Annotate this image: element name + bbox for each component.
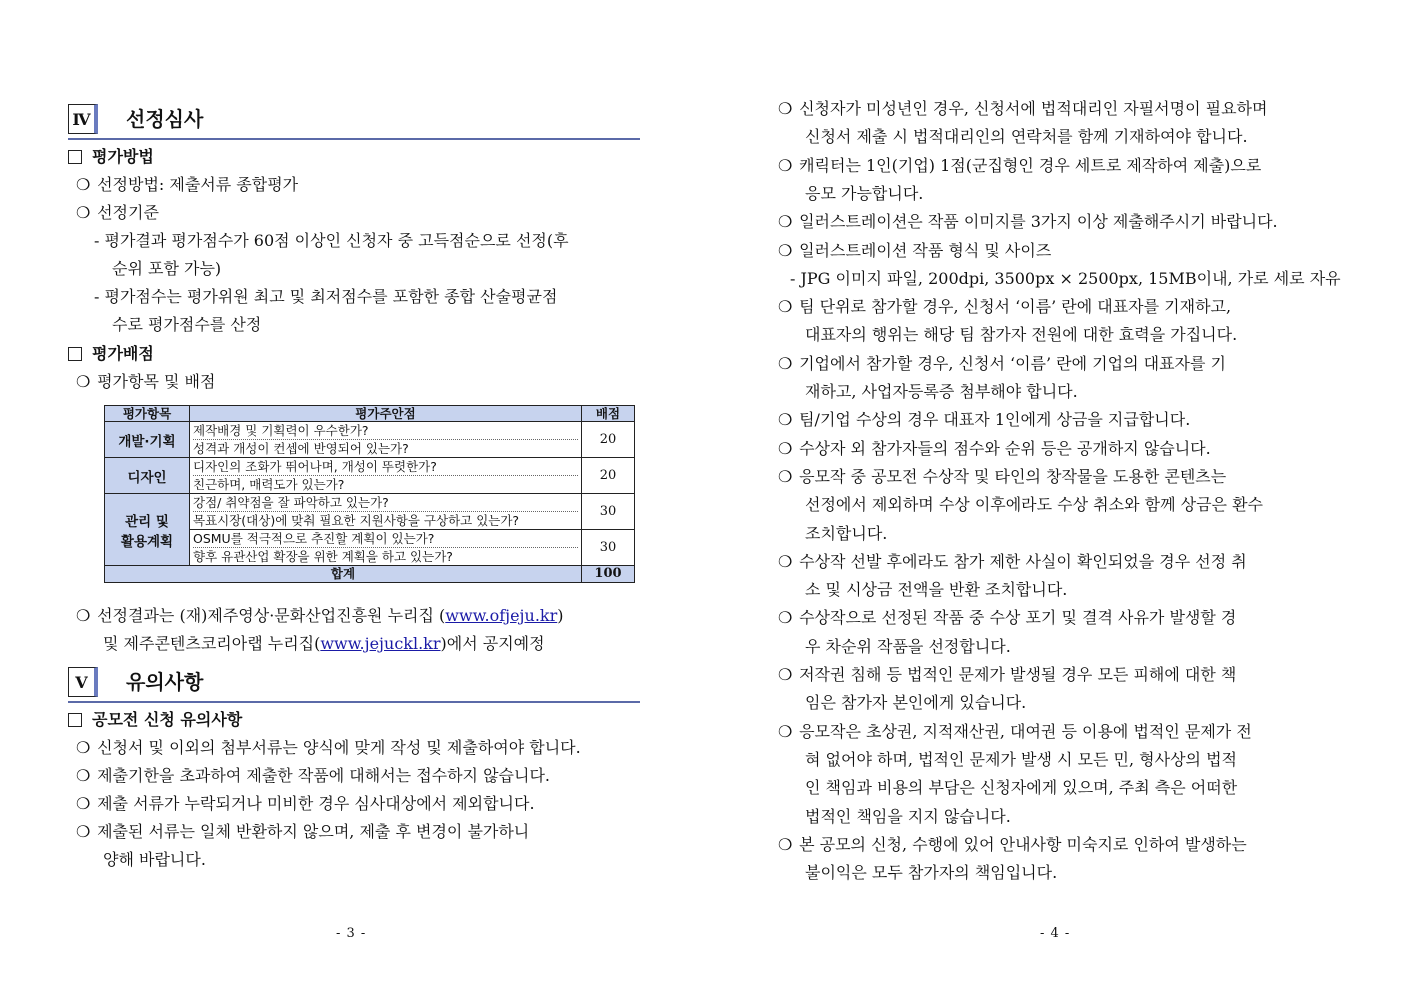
list-item-continuation: 혀 없어야 하며, 법적인 문제가 발생 시 모든 민, 형사상의 법적	[805, 749, 1237, 769]
page-number: - 4 -	[1040, 926, 1071, 941]
list-item-continuation: 신청서 제출 시 법적대리인의 연락처를 함께 기재하여야 합니다.	[805, 127, 1248, 147]
dash-item-continuation: 수로 평가점수를 산정	[112, 315, 262, 334]
dash-item: - JPG 이미지 파일, 200dpi, 3500px × 2500px, 15MB이내, 가로 세로 자유	[790, 268, 1341, 288]
circle-bullet-icon: ❍	[778, 353, 793, 373]
circle-bullet-icon: ❍	[778, 834, 793, 854]
dash-item: - 평가점수는 평가위원 최고 및 최저점수를 포함한 종합 산술평균점	[94, 287, 558, 306]
section-number-badge: Ⅳ	[68, 104, 98, 134]
section-title: 선정심사	[126, 107, 204, 131]
list-item: ❍ 제출 서류가 누락되거나 미비한 경우 심사대상에서 제외합니다.	[76, 790, 535, 818]
list-item-continuation: 인 책임과 비용의 부담은 신청자에게 있으며, 주최 측은 어떠한	[805, 778, 1238, 798]
list-item: ❍ 선정방법: 제출서류 종합평가	[76, 171, 298, 199]
table-total-label: 합계	[105, 566, 582, 583]
table-row	[105, 494, 635, 530]
list-item: ❍ 팀/기업 수상의 경우 대표자 1인에게 상금을 지급합니다.	[778, 406, 1190, 434]
table-category-cell: 관리 및 활용계획	[105, 494, 190, 566]
table-category-cell: 디자인	[105, 458, 190, 494]
left-page	[0, 0, 700, 992]
dash-item: - 평가결과 평가점수가 60점 이상인 신청자 중 고득점순으로 선정(후	[94, 231, 569, 250]
circle-bullet-icon: ❍	[778, 297, 793, 317]
subheading-eval-method: 평가방법	[68, 143, 154, 171]
list-item-continuation: 대표자의 행위는 해당 팀 참가자 전원에 대한 효력을 가집니다.	[805, 325, 1238, 345]
ofjeju-link[interactable]: www.ofjeju.kr	[445, 606, 558, 625]
circle-bullet-icon: ❍	[778, 155, 793, 175]
list-item: ❍ 수상작으로 선정된 작품 중 수상 포기 및 결격 사유가 발생할 경	[778, 604, 1236, 632]
circle-bullet-icon: ❍	[778, 665, 793, 684]
list-item: ❍ 신청자가 미성년인 경우, 신청서에 법적대리인 자필서명이 필요하며	[778, 95, 1267, 123]
circle-bullet-icon: ❍	[76, 372, 91, 391]
table-header: 배점	[582, 406, 635, 422]
circle-bullet-icon: ❍	[76, 606, 91, 625]
table-score-cell: 30	[582, 530, 635, 566]
subheading-eval-points: 평가배점	[68, 340, 154, 368]
list-item: ❍ 팀 단위로 참가할 경우, 신청서 ‘이름’ 란에 대표자를 기재하고,	[778, 293, 1231, 321]
list-item-continuation: 법적인 책임을 지지 않습니다.	[805, 806, 1011, 826]
list-item: ❍ 수상작 선발 후에라도 참가 제한 사실이 확인되었을 경우 선정 취	[778, 548, 1247, 576]
list-item-continuation: 양해 바랍니다.	[103, 850, 206, 869]
circle-bullet-icon: ❍	[778, 99, 793, 118]
circle-bullet-icon: ❍	[778, 438, 793, 458]
circle-bullet-icon: ❍	[778, 410, 793, 430]
table-criteria-cell: OSMU를 적극적으로 추진할 계획이 있는가? 향후 유관산업 확장을 위한 계획을 하고 있는가?	[190, 530, 582, 566]
list-item-continuation: 우 차순위 작품을 선정합니다.	[805, 636, 1011, 656]
list-item-continuation: 및 제주콘텐츠코리아랩 누리집(www.jejuckl.kr)에서 공지예정	[103, 634, 545, 653]
list-item-continuation: 재하고, 사업자등록증 첨부해야 합니다.	[805, 382, 1078, 401]
table-criteria-cell: 강점/ 취약점을 잘 파악하고 있는가? 목표시장(대상)에 맞춰 필요한 지원사항을 구상하고 있는가?	[190, 494, 582, 530]
list-item: ❍ 신청서 및 이외의 첨부서류는 양식에 맞게 작성 및 제출하여야 합니다.	[76, 734, 581, 762]
square-outline-icon	[68, 150, 82, 164]
list-item: ❍ 저작권 침해 등 법적인 문제가 발생될 경우 모든 피해에 대한 책	[778, 661, 1236, 689]
right-page	[700, 0, 1403, 992]
list-item-continuation: 임은 참가자 본인에게 있습니다.	[805, 693, 1027, 713]
circle-bullet-icon: ❍	[778, 721, 793, 741]
table-total-value: 100	[582, 566, 635, 583]
table-total-row	[105, 566, 635, 583]
list-item: ❍ 일러스트레이션은 작품 이미지를 3가지 이상 제출해주시기 바랍니다.	[778, 208, 1278, 236]
table-row	[105, 422, 635, 458]
section-number-badge: Ⅴ	[68, 667, 98, 697]
table-header-row	[105, 406, 635, 422]
list-item: ❍ 응모작 중 공모전 수상작 및 타인의 창작물을 도용한 콘텐츠는	[778, 463, 1226, 491]
circle-bullet-icon: ❍	[778, 212, 793, 232]
list-item: ❍ 기업에서 참가할 경우, 신청서 ‘이름’ 란에 기업의 대표자를 기	[778, 350, 1226, 378]
square-outline-icon	[68, 713, 82, 727]
list-item-continuation: 응모 가능합니다.	[805, 183, 924, 203]
list-item: ❍ 평가항목 및 배점	[76, 368, 215, 396]
list-item-continuation: 불이익은 모두 참가자의 책임입니다.	[805, 863, 1058, 883]
page-number: - 3 -	[336, 926, 367, 941]
list-item-continuation: 소 및 시상금 전액을 반환 조치합니다.	[805, 580, 1068, 600]
subheading-notes: 공모전 신청 유의사항	[68, 706, 242, 734]
circle-bullet-icon: ❍	[778, 608, 793, 628]
list-item: ❍ 수상자 외 참가자들의 점수와 순위 등은 공개하지 않습니다.	[778, 435, 1211, 463]
circle-bullet-icon: ❍	[76, 175, 91, 194]
jejuckl-link[interactable]: www.jejuckl.kr	[320, 634, 441, 653]
list-item: ❍ 일러스트레이션 작품 형식 및 사이즈	[778, 237, 1051, 265]
table-score-cell: 20	[582, 458, 635, 494]
circle-bullet-icon: ❍	[76, 766, 91, 785]
table-criteria-cell: 제작배경 및 기획력이 우수한가? 성격과 개성이 컨셉에 반영되어 있는가?	[190, 422, 582, 458]
list-item: ❍ 캐릭터는 1인(기업) 1점(군집형인 경우 세트로 제작하여 제출)으로	[778, 152, 1261, 180]
section-v-header	[68, 665, 640, 703]
list-item: ❍ 제출기한을 초과하여 제출한 작품에 대해서는 접수하지 않습니다.	[76, 762, 550, 790]
table-category-cell: 개발·기획	[105, 422, 190, 458]
table-score-cell: 20	[582, 422, 635, 458]
list-item: ❍ 제출된 서류는 일체 반환하지 않으며, 제출 후 변경이 불가하니	[76, 818, 529, 846]
table-header: 평가항목	[105, 406, 190, 422]
circle-bullet-icon: ❍	[778, 466, 793, 486]
circle-bullet-icon: ❍	[76, 794, 91, 813]
section-title: 유의사항	[126, 670, 204, 694]
list-item: ❍ 본 공모의 신청, 수행에 있어 안내사항 미숙지로 인하여 발생하는	[778, 831, 1247, 859]
circle-bullet-icon: ❍	[76, 738, 91, 757]
evaluation-table	[104, 405, 635, 583]
table-row	[105, 458, 635, 494]
square-outline-icon	[68, 347, 82, 361]
table-score-cell: 30	[582, 494, 635, 530]
circle-bullet-icon: ❍	[76, 822, 91, 841]
list-item-continuation: 조치합니다.	[805, 523, 888, 543]
section-iv-header	[68, 102, 640, 140]
table-criteria-cell: 디자인의 조화가 뛰어나며, 개성이 뚜렷한가? 친근하며, 매력도가 있는가?	[190, 458, 582, 494]
circle-bullet-icon: ❍	[778, 240, 793, 260]
dash-item-continuation: 순위 포함 가능)	[112, 259, 222, 278]
list-item: ❍ 선정기준	[76, 199, 159, 227]
list-item: ❍ 선정결과는 (재)제주영상·문화산업진흥원 누리집 (www.ofjeju.kr)	[76, 602, 564, 630]
table-header: 평가주안점	[190, 406, 582, 422]
list-item: ❍ 응모작은 초상권, 지적재산권, 대여권 등 이용에 법적인 문제가 전	[778, 718, 1252, 746]
circle-bullet-icon: ❍	[778, 551, 793, 571]
circle-bullet-icon: ❍	[76, 203, 91, 222]
list-item-continuation: 선정에서 제외하며 수상 이후에라도 수상 취소와 함께 상금은 환수	[805, 495, 1264, 515]
